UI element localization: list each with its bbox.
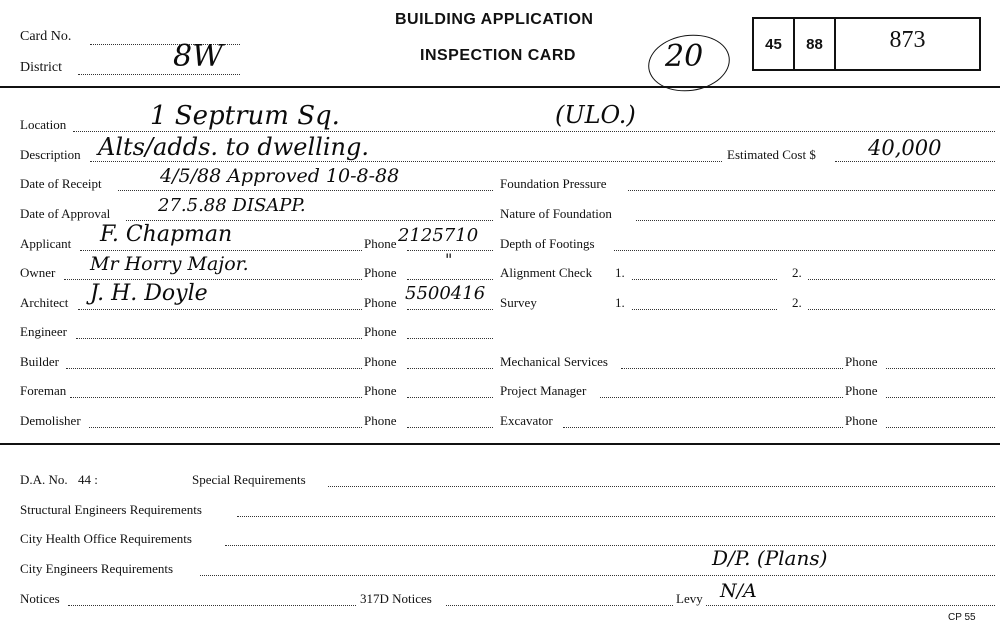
location-label: Location xyxy=(20,117,67,132)
architect-phone-dots xyxy=(407,309,493,310)
foundation-pressure-label: Foundation Pressure xyxy=(500,176,607,191)
top-rule xyxy=(0,86,1000,88)
project-manager-dots xyxy=(600,397,843,398)
applicant-label: Applicant xyxy=(20,236,72,251)
engineer-phone-dots xyxy=(407,338,493,339)
nature-of-foundation-dots xyxy=(636,220,995,221)
date-of-approval-dots xyxy=(126,220,493,221)
card-number: 873 xyxy=(889,26,926,53)
da-no-value: 44 : xyxy=(78,472,98,487)
date-of-receipt-label: Date of Receipt xyxy=(20,176,102,191)
foreman-label: Foreman xyxy=(20,383,67,398)
survey-num1: 1. xyxy=(615,295,625,310)
box-a: 45 xyxy=(765,35,782,53)
foreman-phone-label: Phone xyxy=(364,383,397,398)
card-title-line2: INSPECTION CARD xyxy=(420,47,576,64)
owner-phone-dots xyxy=(407,279,493,280)
notices-317d-label: 317D Notices xyxy=(360,591,432,606)
card-title-line1: BUILDING APPLICATION xyxy=(395,11,594,28)
owner-phone-value: " xyxy=(445,250,453,269)
levy-value: N/A xyxy=(720,580,757,602)
demolisher-phone-dots xyxy=(407,427,493,428)
survey-num2: 2. xyxy=(792,295,802,310)
middle-rule xyxy=(0,443,1000,445)
city-engineers-label: City Engineers Requirements xyxy=(20,561,174,576)
project-manager-phone-dots xyxy=(886,397,995,398)
district-label: District xyxy=(20,60,62,75)
mechanical-services-phone-dots xyxy=(886,368,995,369)
demolisher-label: Demolisher xyxy=(20,413,81,428)
builder-dots xyxy=(66,368,362,369)
owner-label: Owner xyxy=(20,265,56,280)
foundation-pressure-dots xyxy=(628,190,995,191)
structural-engineers-dots xyxy=(237,516,995,517)
estimated-cost-label: Estimated Cost $ xyxy=(727,147,816,162)
foreman-phone-dots xyxy=(407,397,493,398)
location-note: (ULO.) xyxy=(555,101,636,129)
city-engineers-dots xyxy=(200,575,995,576)
description-value: Alts/adds. to dwelling. xyxy=(98,133,369,161)
notices-label: Notices xyxy=(20,591,60,606)
description-dots xyxy=(90,161,722,162)
applicant-value: F. Chapman xyxy=(100,222,233,247)
mechanical-services-label: Mechanical Services xyxy=(500,354,608,369)
owner-value: Mr Horry Major. xyxy=(90,253,249,275)
builder-phone-dots xyxy=(407,368,493,369)
excavator-label: Excavator xyxy=(500,413,553,428)
survey-label: Survey xyxy=(500,295,537,310)
engineer-phone-label: Phone xyxy=(364,324,397,339)
location-dots xyxy=(73,131,995,132)
alignment-check-dots2 xyxy=(808,279,995,280)
builder-phone-label: Phone xyxy=(364,354,397,369)
alignment-check-num2: 2. xyxy=(792,265,802,280)
owner-dots xyxy=(64,279,362,280)
owner-phone-label: Phone xyxy=(364,265,397,280)
district-value: 8W xyxy=(173,39,223,74)
district-dots xyxy=(78,74,240,75)
engineer-dots xyxy=(76,338,362,339)
da-no-label: D.A. No. xyxy=(20,472,68,487)
card-no-label: Card No. xyxy=(20,29,72,44)
project-manager-label: Project Manager xyxy=(500,383,587,398)
architect-phone-value: 5500416 xyxy=(405,283,486,304)
estimated-cost-dots xyxy=(835,161,995,162)
alignment-check-num1: 1. xyxy=(615,265,625,280)
alignment-check-dots1 xyxy=(632,279,777,280)
architect-value: J. H. Doyle xyxy=(90,281,208,306)
form-code: CP 55 xyxy=(948,612,976,623)
mechanical-services-phone-label: Phone xyxy=(845,354,878,369)
card-number-box xyxy=(752,17,981,71)
foreman-dots xyxy=(70,397,362,398)
structural-engineers-label: Structural Engineers Requirements xyxy=(20,502,202,517)
mechanical-services-dots xyxy=(621,368,843,369)
builder-label: Builder xyxy=(20,354,59,369)
special-requirements-label: Special Requirements xyxy=(192,472,306,487)
excavator-phone-dots xyxy=(886,427,995,428)
levy-dots xyxy=(706,605,995,606)
city-engineers-value: D/P. (Plans) xyxy=(712,546,828,570)
applicant-phone-value: 2125710 xyxy=(398,225,479,246)
nature-of-foundation-label: Nature of Foundation xyxy=(500,206,612,221)
notices-dots xyxy=(68,605,356,606)
applicant-phone-label: Phone xyxy=(364,236,397,251)
date-of-receipt-value: 4/5/88 Approved 10-8-88 xyxy=(160,165,400,187)
architect-phone-label: Phone xyxy=(364,295,397,310)
excavator-dots xyxy=(563,427,843,428)
city-health-label: City Health Office Requirements xyxy=(20,531,192,546)
engineer-label: Engineer xyxy=(20,324,67,339)
demolisher-dots xyxy=(89,427,362,428)
notices-317d-dots xyxy=(446,605,673,606)
architect-label: Architect xyxy=(20,295,69,310)
depth-of-footings-dots xyxy=(614,250,995,251)
demolisher-phone-label: Phone xyxy=(364,413,397,428)
survey-dots2 xyxy=(808,309,995,310)
date-of-approval-value: 27.5.88 DISAPP. xyxy=(158,195,306,216)
applicant-dots xyxy=(80,250,362,251)
alignment-check-label: Alignment Check xyxy=(500,265,593,280)
date-of-approval-label: Date of Approval xyxy=(20,206,111,221)
city-health-dots xyxy=(225,545,995,546)
circled-mark-text: 20 xyxy=(665,39,704,74)
description-label: Description xyxy=(20,147,81,162)
levy-label: Levy xyxy=(676,591,703,606)
date-of-receipt-dots xyxy=(118,190,493,191)
excavator-phone-label: Phone xyxy=(845,413,878,428)
box-b: 88 xyxy=(806,35,823,53)
architect-dots xyxy=(78,309,362,310)
survey-dots1 xyxy=(632,309,777,310)
estimated-cost-value: 40,000 xyxy=(868,136,942,160)
special-requirements-dots xyxy=(328,486,995,487)
project-manager-phone-label: Phone xyxy=(845,383,878,398)
depth-of-footings-label: Depth of Footings xyxy=(500,236,595,251)
location-value: 1 Septrum Sq. xyxy=(150,101,340,131)
